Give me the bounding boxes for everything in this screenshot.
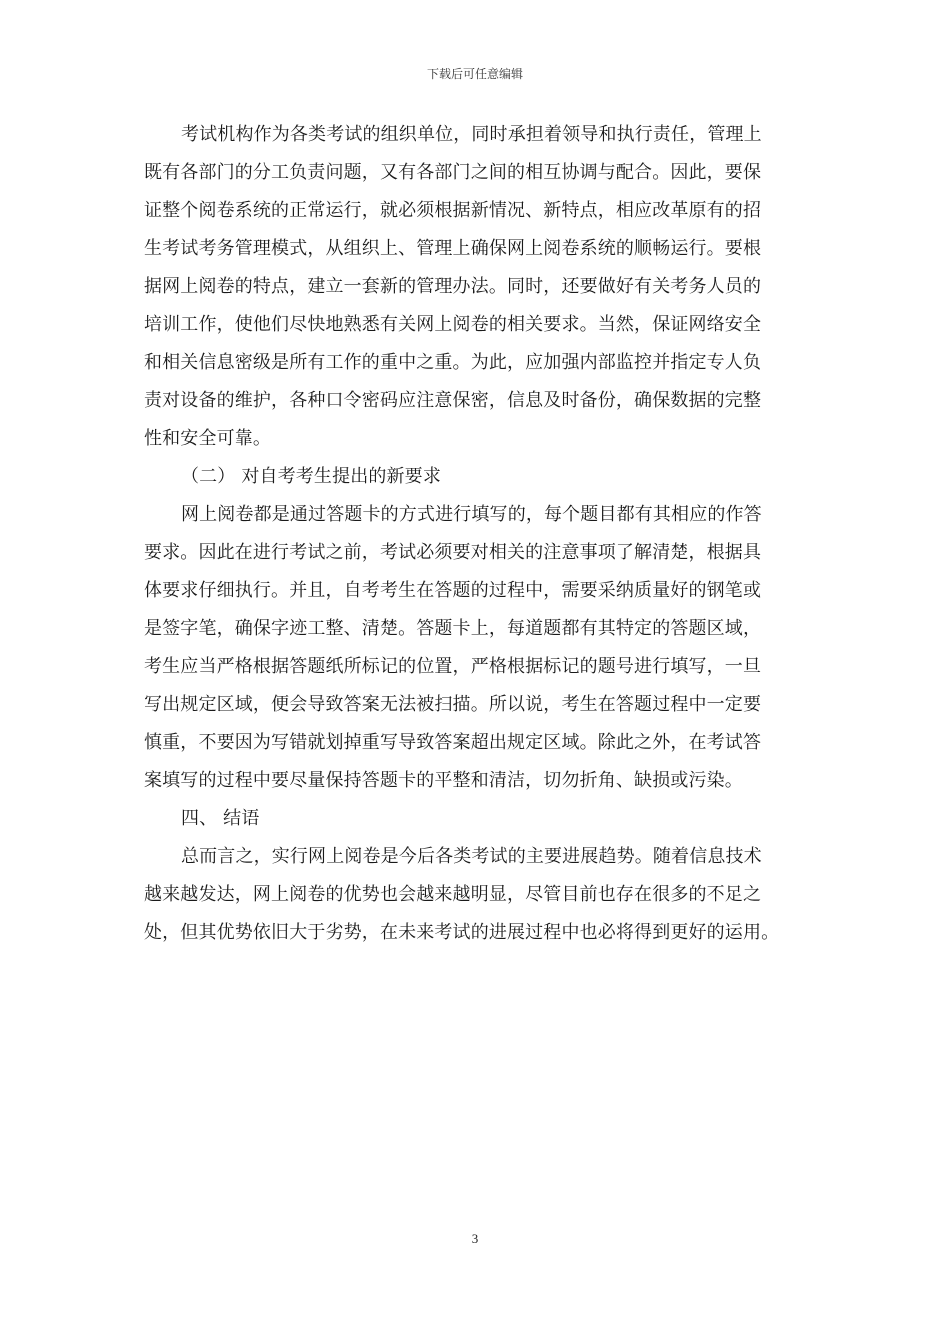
paragraph-line: 考试机构作为各类考试的组织单位，同时承担着领导和执行责任，管理上 <box>181 124 762 145</box>
paragraph-line: 责对设备的维护，各种口令密码应注意保密，信息及时备份，确保数据的完整 <box>144 390 762 411</box>
section-heading: 四、 结语 <box>181 808 260 829</box>
paragraph-line: 据网上阅卷的特点，建立一套新的管理办法。同时，还要做好有关考务人员的 <box>144 276 762 297</box>
paragraph-line: 考生应当严格根据答题纸所标记的位置，严格根据标记的题号进行填写，一旦 <box>144 656 762 677</box>
paragraph-line: 证整个阅卷系统的正常运行，就必须根据新情况、新特点，相应改革原有的招 <box>144 200 762 221</box>
paragraph-line: 慎重，不要因为写错就划掉重写导致答案超出规定区域。除此之外，在考试答 <box>144 732 762 753</box>
document-body <box>144 116 810 952</box>
section-heading: （二） 对自考考生提出的新要求 <box>181 466 441 487</box>
paragraph-line: 培训工作，使他们尽快地熟悉有关网上阅卷的相关要求。当然，保证网络安全 <box>144 314 762 335</box>
paragraph-line: 越来越发达，网上阅卷的优势也会越来越明显，尽管目前也存在很多的不足之 <box>144 884 762 905</box>
paragraph-line: 总而言之，实行网上阅卷是今后各类考试的主要进展趋势。随着信息技术 <box>181 846 762 867</box>
paragraph-line: 是签字笔，确保字迹工整、清楚。答题卡上，每道题都有其特定的答题区域， <box>144 618 762 639</box>
paragraph-line: 要求。因此在进行考试之前，考试必须要对相关的注意事项了解清楚，根据具 <box>144 542 762 563</box>
page-header: 下载后可任意编辑 <box>426 67 523 81</box>
paragraph-line: 体要求仔细执行。并且，自考考生在答题的过程中，需要采纳质量好的钢笔或 <box>144 580 762 601</box>
paragraph-line: 和相关信息密级是所有工作的重中之重。为此，应加强内部监控并指定专人负 <box>144 352 762 373</box>
paragraph-line: 网上阅卷都是通过答题卡的方式进行填写的，每个题目都有其相应的作答 <box>181 504 762 525</box>
page-number: 3 <box>471 1231 479 1246</box>
paragraph-line: 性和安全可靠。 <box>144 428 272 449</box>
paragraph-line: 生考试考务管理模式，从组织上、管理上确保网上阅卷系统的顺畅运行。要根 <box>144 238 762 259</box>
paragraph-line: 既有各部门的分工负责问题，又有各部门之间的相互协调与配合。因此，要保 <box>144 162 762 183</box>
paragraph-line: 处，但其优势依旧大于劣势，在未来考试的进展过程中也必将得到更好的运用。 <box>144 922 780 943</box>
paragraph-line: 写出规定区域，便会导致答案无法被扫描。所以说，考生在答题过程中一定要 <box>144 694 762 715</box>
paragraph-line: 案填写的过程中要尽量保持答题卡的平整和清洁，切勿折角、缺损或污染。 <box>144 770 743 791</box>
